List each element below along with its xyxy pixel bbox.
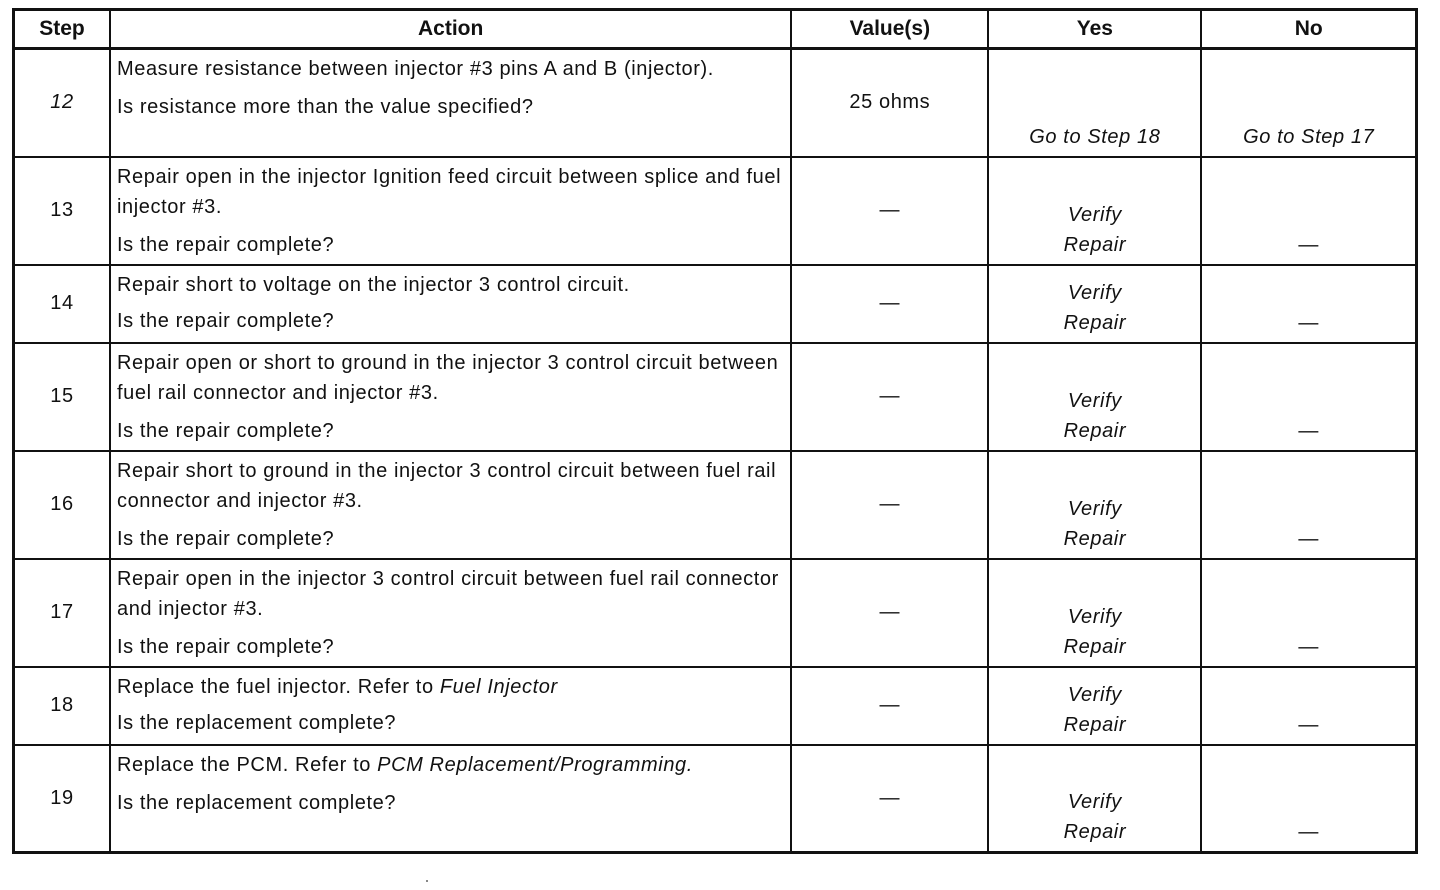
yes-cell: [988, 451, 1201, 559]
step-number: [14, 49, 110, 157]
yes-text-line2: Repair: [1063, 527, 1127, 550]
step-number: 13: [14, 157, 110, 265]
no-cell: —: [1201, 451, 1416, 559]
yes-text-line2: Repair: [1063, 821, 1127, 843]
action-question: Is resistance more than the value specified?: [116, 96, 534, 118]
step-number: 19: [14, 745, 110, 853]
action-question: Is the replacement complete?: [116, 711, 397, 734]
header-yes: Yes: [988, 10, 1201, 49]
action-reference: Fuel Injector: [439, 675, 558, 698]
yes-text: Go to Step 18: [1029, 125, 1161, 148]
header-row: [14, 10, 1417, 49]
value-cell: 25 ohms: [791, 49, 988, 157]
no-cell: —: [1201, 745, 1416, 853]
action-cell: [110, 343, 791, 451]
table-row: [14, 451, 1417, 559]
value-cell: —: [791, 343, 988, 451]
step-number: 16: [14, 451, 110, 559]
action-text: Repair short to voltage on the injector 3 control circuit.: [116, 273, 630, 296]
no-cell: —: [1201, 265, 1416, 343]
action-text: Replace the PCM. Refer to: [116, 753, 378, 776]
step-number: 15: [14, 343, 110, 451]
step-number: 18: [14, 667, 110, 745]
value-cell: —: [791, 265, 988, 343]
scan-speck: [426, 880, 428, 882]
action-question: Is the replacement complete?: [116, 791, 397, 814]
header-no: No: [1201, 10, 1416, 49]
yes-text-line2: Repair: [1063, 635, 1127, 658]
action-reference: PCM Replacement/Programming.: [377, 753, 693, 776]
no-cell: —: [1201, 667, 1416, 745]
step-number-text: 12: [50, 91, 74, 114]
no-cell: Go to Step 17: [1201, 49, 1416, 157]
yes-cell: [988, 157, 1201, 265]
action-text: Replace the fuel injector. Refer to: [116, 675, 440, 698]
no-cell: —: [1201, 559, 1416, 667]
action-cell: [110, 559, 791, 667]
yes-text-line1: Verify: [1067, 389, 1122, 412]
header-step: Step: [14, 10, 110, 49]
yes-text-line1: Verify: [1067, 791, 1122, 813]
action-cell: [110, 451, 791, 559]
action-text: Repair open or short to ground in the injector 3 control circuit between fuel rail connector and injector #3.: [116, 351, 779, 404]
yes-cell: [988, 667, 1201, 745]
value-cell: —: [791, 745, 988, 853]
action-question: Is the repair complete?: [116, 419, 335, 442]
value-cell: —: [791, 667, 988, 745]
yes-cell: [988, 343, 1201, 451]
action-text: Repair short to ground in the injector 3 control circuit between fuel rail connector and injector #3.: [116, 459, 777, 512]
yes-text-line1: Verify: [1067, 203, 1122, 226]
table-row: [14, 49, 1417, 157]
action-cell: [110, 667, 791, 745]
diagnostic-table: [12, 8, 1418, 854]
table-row: [14, 559, 1417, 667]
action-cell: [110, 745, 791, 853]
step-number: 14: [14, 265, 110, 343]
yes-text-line1: Verify: [1067, 281, 1122, 304]
yes-text-line2: Repair: [1063, 233, 1127, 256]
action-text: Repair open in the injector Ignition feed circuit between splice and fuel injector #3.: [116, 165, 782, 218]
header-action: Action: [110, 10, 791, 49]
yes-text-line2: Repair: [1063, 713, 1127, 736]
action-cell: [110, 157, 791, 265]
yes-text-line1: Verify: [1067, 683, 1122, 706]
header-values: Value(s): [791, 10, 988, 49]
yes-text-line2: Repair: [1063, 419, 1127, 442]
action-cell: [110, 265, 791, 343]
value-cell: —: [791, 559, 988, 667]
yes-cell: [988, 49, 1201, 157]
step-number: 17: [14, 559, 110, 667]
yes-cell: [988, 265, 1201, 343]
yes-text-line2: Repair: [1063, 311, 1127, 334]
yes-text-line1: Verify: [1067, 605, 1122, 628]
table-row: [14, 745, 1417, 853]
action-text: Measure resistance between injector #3 pins A and B (injector).: [116, 58, 714, 80]
action-question: Is the repair complete?: [116, 527, 335, 550]
action-question: Is the repair complete?: [116, 233, 335, 256]
table-row: [14, 667, 1417, 745]
no-cell: —: [1201, 157, 1416, 265]
no-cell: —: [1201, 343, 1416, 451]
value-cell: —: [791, 451, 988, 559]
yes-text-line1: Verify: [1067, 497, 1122, 520]
value-cell: —: [791, 157, 988, 265]
yes-cell: [988, 559, 1201, 667]
action-question: Is the repair complete?: [116, 635, 335, 658]
table-row: [14, 157, 1417, 265]
table-row: [14, 265, 1417, 343]
action-question: Is the repair complete?: [116, 309, 335, 332]
table-row: [14, 343, 1417, 451]
action-cell: [110, 49, 791, 157]
yes-cell: [988, 745, 1201, 853]
action-text: Repair open in the injector 3 control circuit between fuel rail connector and injector #3.: [116, 567, 779, 620]
